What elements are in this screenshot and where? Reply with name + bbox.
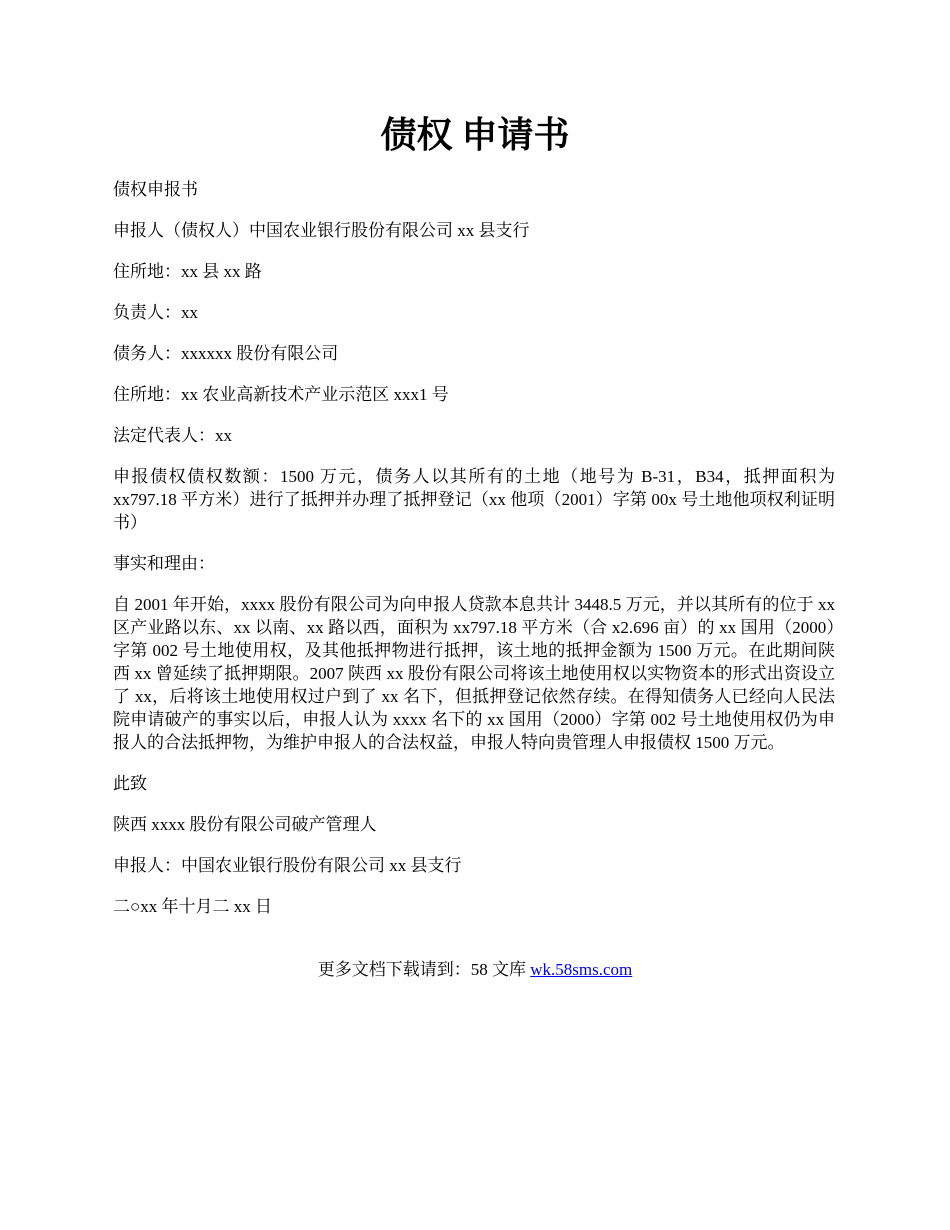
paragraph-legal-representative: 法定代表人：xx xyxy=(113,426,232,445)
footer-link[interactable]: wk.58sms.com xyxy=(530,960,633,979)
paragraph-facts-body: 自 2001 年开始，xxxx 股份有限公司为向申报人贷款本息共计 3448.5 万元，并以其所有的位于 xx 区产业路以东、xx 以南、xx 路以西，面积为 xx797.18 平方米（合 x2.696 亩）的 xx 国用（2000）字第 002 号土地使用权，及其他抵押物进行抵押，该土地的抵押金额为 1500 万元。在此期间陕西 xx 曾延续了抵押期限。2007 陕西 xx 股份有限公司将该土地使用权以实物资本的形式出资设立了 xx，后将该土地使用权过户到了 xx 名下，但抵押登记依然存续。在得知债务人已经向人民法院申请破产的事实以后，申报人认为 xxxx 名下的 xx 国用（2000）字第 002 号土地使用权仍为申报人的合法抵押物，为维护申报人的合法权益，申报人特向贵管理人申报债权 1500 万元。 xyxy=(113,595,835,752)
paragraph-salutation: 此致 xyxy=(113,774,147,793)
paragraph-claim-amount: 申报债权债权数额：1500 万元，债务人以其所有的土地（地号为 B-31，B34，抵押面积为 xx797.18 平方米）进行了抵押并办理了抵押登记（xx 他项（2001）字第 00x 号土地他项权利证明书） xyxy=(113,467,835,532)
paragraph-debtor-address: 住所地：xx 农业高新技术产业示范区 xxx1 号 xyxy=(113,385,449,404)
paragraph-responsible-person: 负责人：xx xyxy=(113,303,198,322)
paragraph-creditor-address: 住所地：xx 县 xx 路 xyxy=(113,262,262,281)
document-title: 债权 申请书 xyxy=(380,115,570,155)
document-body xyxy=(113,178,835,936)
paragraph-addressee: 陕西 xxxx 股份有限公司破产管理人 xyxy=(113,815,377,834)
paragraph-signature: 申报人：中国农业银行股份有限公司 xx 县支行 xyxy=(113,856,462,875)
paragraph-heading: 债权申报书 xyxy=(113,180,198,199)
paragraph-debtor: 债务人：xxxxxx 股份有限公司 xyxy=(113,344,339,363)
paragraph-date: 二○xx 年十月二 xx 日 xyxy=(113,897,273,916)
download-footer xyxy=(0,957,950,983)
paragraph-creditor: 申报人（债权人）中国农业银行股份有限公司 xx 县支行 xyxy=(113,221,530,240)
paragraph-facts-heading: 事实和理由： xyxy=(113,554,215,573)
footer-text: 更多文档下载请到：58 文库 xyxy=(317,960,531,979)
